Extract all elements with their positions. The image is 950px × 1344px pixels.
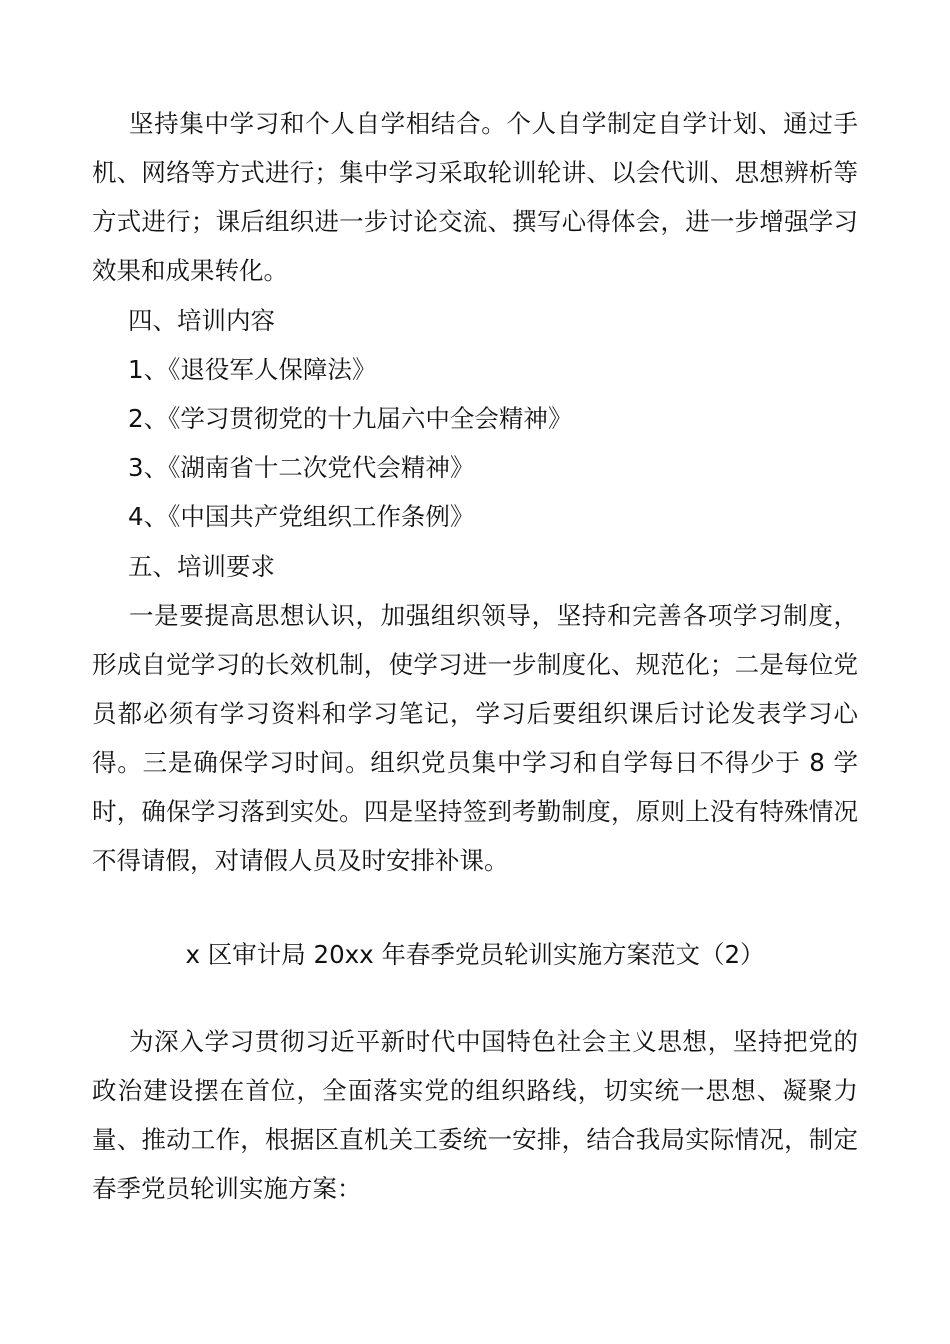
- paragraph-study-method: 坚持集中学习和个人自学相结合。个人自学制定自学计划、通过手机、网络等方式进行；集中学习采取轮训轮讲、以会代训、思想辨析等方式进行；课后组织进一步讨论交流、撰写心得体会，进一步增强学习效果和成果转化。: [92, 109, 858, 285]
- section-five-heading: 五、培训要求: [128, 552, 275, 581]
- section-four-heading: 四、培训内容: [128, 306, 275, 335]
- paragraph-intro: 为深入学习贯彻习近平新时代中国特色社会主义思想，坚持把党的政治建设摆在首位，全面落实党的组织路线，切实统一思想、凝聚力量、推动工作，根据区直机关工委统一安排，结合我局实际情况，制定春季党员轮训实施方案：: [92, 1027, 858, 1203]
- content-item-4: 4、《中国共产党组织工作条例》: [128, 502, 475, 531]
- content-item-3: 3、《湖南省十二次党代会精神》: [128, 453, 475, 482]
- doc2-title: x 区审计局 20xx 年春季党员轮训实施方案范文（2）: [185, 940, 765, 969]
- content-item-1: 1、《退役军人保障法》: [128, 355, 377, 384]
- paragraph-requirements: 一是要提高思想认识，加强组织领导，坚持和完善各项学习制度，形成自觉学习的长效机制，使学习进一步制度化、规范化；二是每位党员都必须有学习资料和学习笔记，学习后要组织课后讨论发表学习心得。三是确保学习时间。组织党员集中学习和自学每日不得少于 8 学时，确保学习落到实处。四是坚持签到考勤制度，原则上没有特殊情况不得请假，对请假人员及时安排补课。: [92, 601, 858, 875]
- content-item-2: 2、《学习贯彻党的十九届六中全会精神》: [128, 404, 573, 433]
